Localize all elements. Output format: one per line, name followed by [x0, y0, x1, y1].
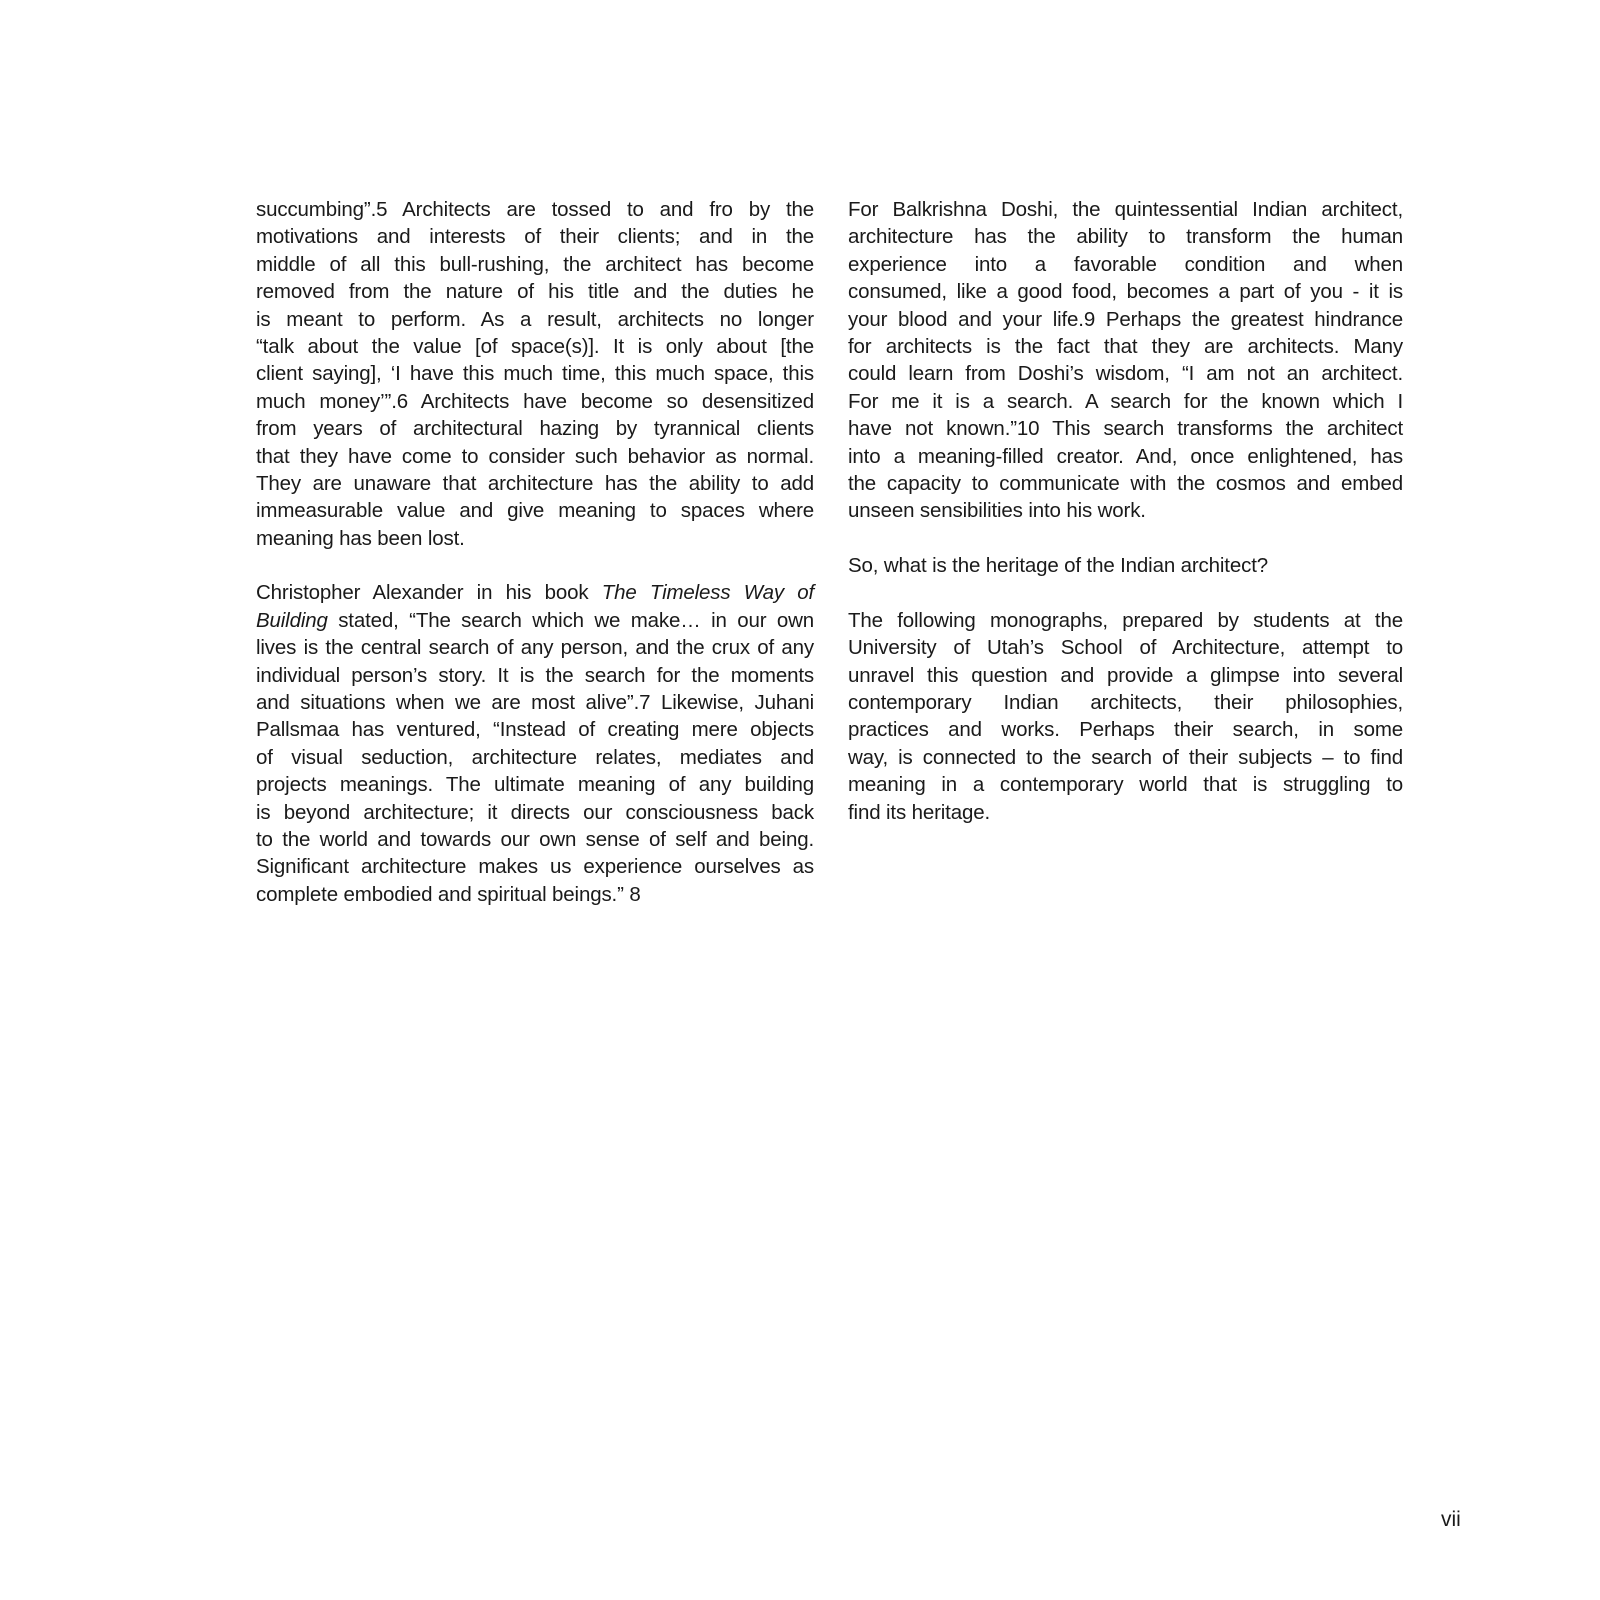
paragraph [848, 607, 1403, 826]
text-line: consumed, like a good food, becomes a part of you - it is [848, 280, 1403, 304]
text-line: from years of architectural hazing by tyrannical clients [256, 417, 814, 441]
text-line: unravel this question and provide a glimpse into several [848, 663, 1403, 687]
text-line: way, is connected to the search of their subjects – to find [848, 745, 1403, 769]
text-line: experience into a favorable condition and when [848, 252, 1403, 276]
text-line: could learn from Doshi’s wisdom, “I am not an architect. [848, 362, 1403, 386]
text-line: contemporary Indian architects, their philosophies, [848, 691, 1403, 715]
text-line: So, what is the heritage of the Indian architect? [848, 554, 1268, 578]
text-line: immeasurable value and give meaning to spaces where [256, 499, 814, 523]
text-line: For Balkrishna Doshi, the quintessential Indian architect, [848, 198, 1403, 221]
text-line [256, 607, 814, 634]
text-line: and situations when we are most alive”.7 Likewise, Juhani [256, 691, 814, 715]
text-line [256, 579, 814, 606]
text-line: architecture has the ability to transform the human [848, 225, 1403, 249]
text-line: the capacity to communicate with the cosmos and embed [848, 471, 1403, 495]
page-number: vii [1441, 1508, 1461, 1531]
text-line: complete embodied and spiritual beings.” 8 [256, 882, 641, 906]
text-line: “talk about the value [of space(s)]. It is only about [the [256, 334, 814, 358]
right-column [848, 196, 1403, 853]
text-line: motivations and interests of their clients; and in the [256, 225, 814, 249]
text-line: practices and works. Perhaps their search, in some [848, 718, 1403, 742]
italic-title-text: Building [256, 608, 328, 632]
italic-title-text: The Timeless Way of [601, 581, 815, 605]
paragraph [848, 196, 1403, 525]
text-line: University of Utah’s School of Architecture, attempt to [848, 636, 1403, 660]
text-line: For me it is a search. A search for the known which I [848, 389, 1403, 413]
text-line: of visual seduction, architecture relates, mediates and [256, 745, 814, 769]
text-segment: Christopher Alexander in his book [256, 581, 602, 605]
text-line: projects meanings. The ultimate meaning of any building [256, 773, 814, 797]
text-line: is meant to perform. As a result, architects no longer [256, 307, 814, 331]
text-line: The following monographs, prepared by students at the [848, 608, 1403, 632]
text-line: your blood and your life.9 Perhaps the greatest hindrance [848, 307, 1403, 331]
text-line: Pallsmaa has ventured, “Instead of creating mere objects [256, 718, 814, 742]
paragraph [256, 579, 814, 908]
text-line: client saying], ‘I have this much time, this much space, this [256, 362, 814, 386]
text-line: lives is the central search of any person, and the crux of any [256, 636, 814, 660]
left-column [256, 196, 814, 936]
text-line: meaning in a contemporary world that is struggling to [848, 773, 1403, 797]
text-line: removed from the nature of his title and the duties he [256, 280, 814, 304]
paragraph [848, 552, 1403, 579]
text-line: unseen sensibilities into his work. [848, 499, 1146, 523]
text-line: They are unaware that architecture has the ability to add [256, 471, 814, 495]
text-line: Significant architecture makes us experience ourselves as [256, 855, 814, 879]
text-line: find its heritage. [848, 800, 991, 824]
text-line: for architects is the fact that they are architects. Many [848, 334, 1403, 358]
paragraph [256, 196, 814, 552]
text-line: into a meaning-filled creator. And, once enlightened, has [848, 444, 1403, 468]
text-line: individual person’s story. It is the search for the moments [256, 663, 814, 687]
text-line: much money’”.6 Architects have become so desensitized [256, 389, 814, 413]
text-line: succumbing”.5 Architects are tossed to and fro by the [256, 198, 814, 221]
text-line: middle of all this bull-rushing, the architect has become [256, 252, 814, 276]
text-segment: stated, “The search which we make… in our own [327, 608, 814, 632]
text-line: is beyond architecture; it directs our consciousness back [256, 800, 814, 824]
text-line: have not known.”10 This search transforms the architect [848, 417, 1403, 441]
text-line: meaning has been lost. [256, 526, 465, 550]
text-line: that they have come to consider such behavior as normal. [256, 444, 814, 468]
text-line: to the world and towards our own sense of self and being. [256, 827, 814, 851]
